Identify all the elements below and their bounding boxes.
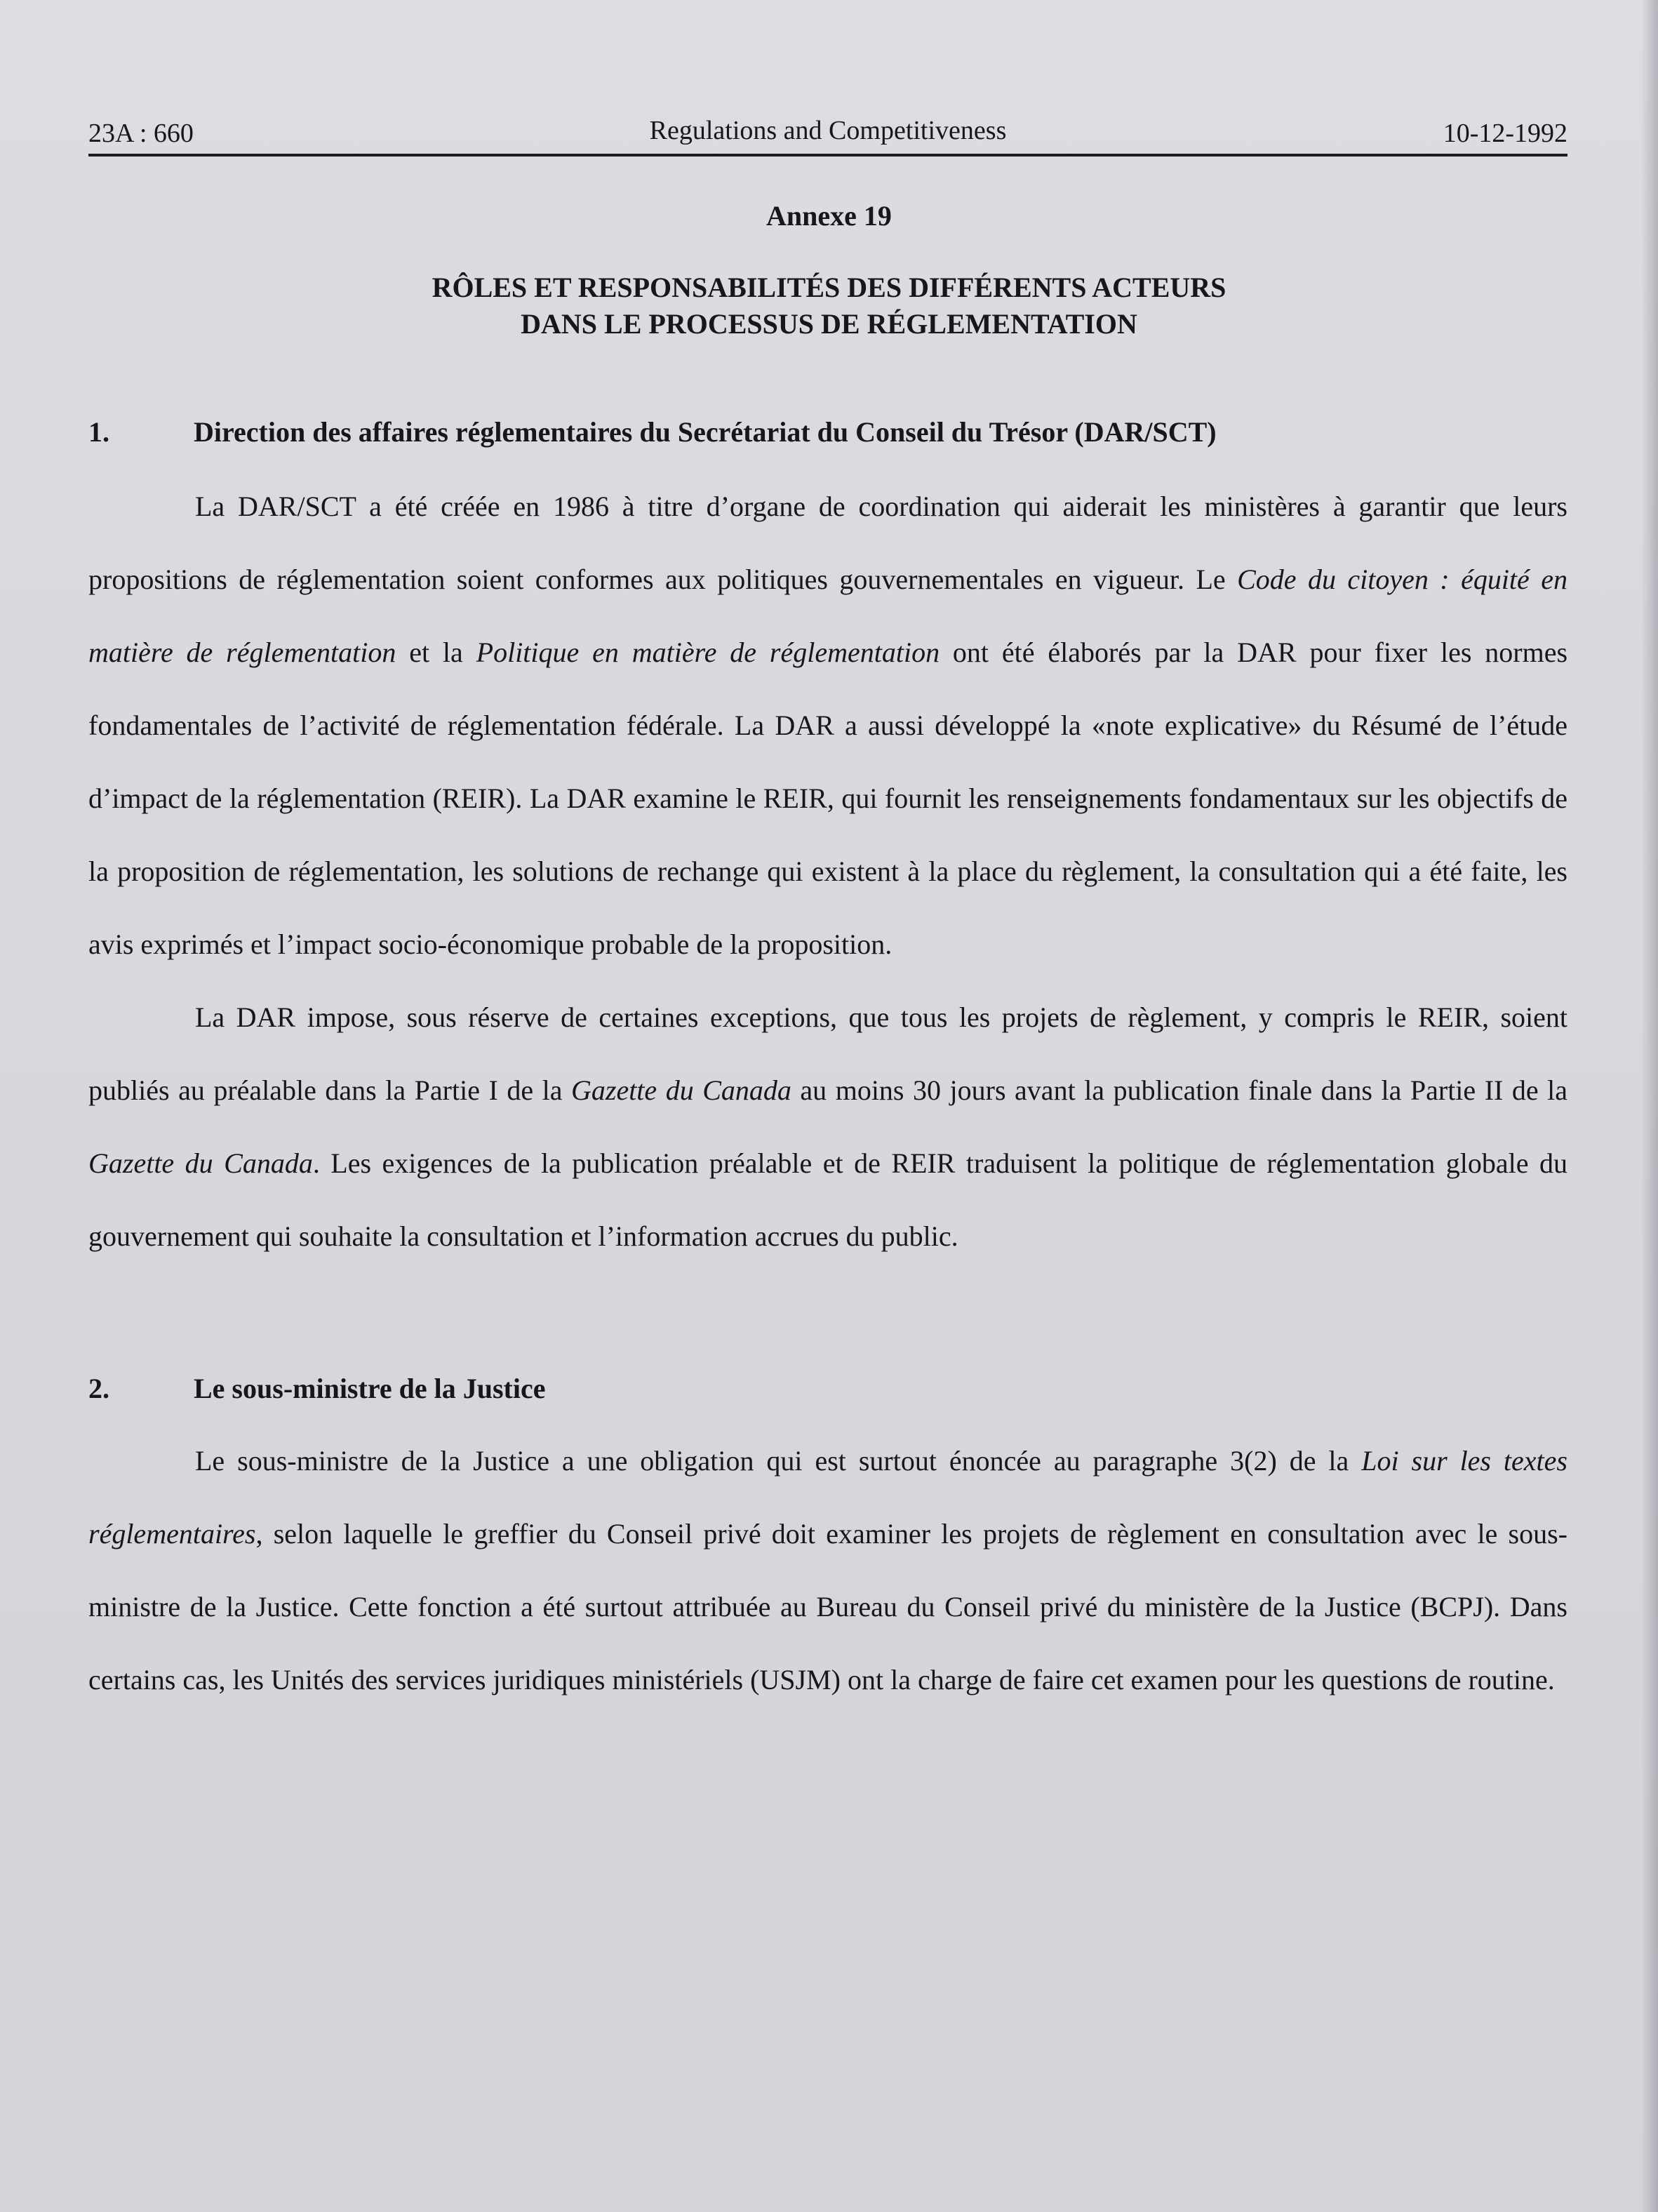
text-run: et la bbox=[396, 637, 476, 668]
header-page-ref: 23A : 660 bbox=[88, 119, 194, 148]
running-header bbox=[88, 118, 1567, 154]
header-running-title: Regulations and Competitiveness bbox=[649, 116, 1007, 145]
title-line-2: DANS LE PROCESSUS DE RÉGLEMENTATION bbox=[521, 308, 1137, 340]
italic-title-gazette: Gazette du Canada bbox=[88, 1147, 313, 1179]
header-date: 10-12-1992 bbox=[1443, 119, 1567, 148]
text-run: La DAR impose, sous réserve de certaines exceptions, que tous les projets de règlement, y compris le REIR, soient publiés au préalable dans la Partie I de la bbox=[88, 1001, 1567, 1106]
italic-title-gazette: Gazette du Canada bbox=[570, 1074, 791, 1106]
italic-title-politique: Politique en matière de réglementation bbox=[476, 637, 940, 668]
text-run: ont été élaborés par la DAR pour fixer les normes fondamentales de l’activité de réglementation fédérale. La DAR a aussi développé la «note explicative» du Résumé de l’étude d’impact de la réglementation (REIR). La DAR examine le REIR, qui fournit les renseignements fondamentaux sur les objectifs de la proposition de réglementation, les solutions de rechange qui existent à la place du règlement, la consultation qui a été faite, les avis exprimés et l’impact socio-économique probable de la proposition. bbox=[88, 637, 1568, 960]
italic-title-loi: Loi sur les textes réglementaires bbox=[88, 1445, 1567, 1550]
text-run: au moins 30 jours avant la publication finale dans la Partie II de la bbox=[791, 1074, 1567, 1106]
section-1-paragraph-2 bbox=[88, 981, 1567, 1273]
section-1-title: Direction des affaires réglementaires du Secrétariat du Conseil du Trésor (DAR/SCT) bbox=[194, 416, 1217, 448]
section-1-number: 1. bbox=[88, 416, 109, 448]
header-rule bbox=[88, 154, 1567, 156]
title-line-1: RÔLES ET RESPONSABILITÉS DES DIFFÉRENTS ACTEURS bbox=[432, 272, 1226, 303]
document-title bbox=[0, 269, 1658, 342]
text-run: . Les exigences de la publication préalable et de REIR traduisent la politique de réglementation globale du gouvernement qui souhaite la consultation et l’information accrues du public. bbox=[88, 1147, 1567, 1252]
text-run: Le sous-ministre de la Justice a une obligation qui est surtout énoncée au paragraphe 3(2) de la bbox=[195, 1445, 1362, 1477]
section-2-paragraph-1 bbox=[88, 1425, 1567, 1717]
italic-title-code-du-citoyen: Code du citoyen : équité en matière de réglementation bbox=[88, 564, 1567, 668]
annex-label: Annexe 19 bbox=[766, 200, 892, 232]
section-1-paragraph-1 bbox=[88, 470, 1567, 981]
section-2-title: Le sous-ministre de la Justice bbox=[194, 1373, 546, 1404]
text-run: La DAR/SCT a été créée en 1986 à titre d’organe de coordination qui aiderait les ministères à garantir que leurs propositions de réglementation soient conformes aux politiques gouvernementales en vigueur. Le bbox=[88, 491, 1567, 595]
text-run: , selon laquelle le greffier du Conseil privé doit examiner les projets de règlement en consultation avec le sous-ministre de la Justice. Cette fonction a été surtout attribuée au Bureau du Conseil privé du ministère de la Justice (BCPJ). Dans certains cas, les Unités des services juridiques ministériels (USJM) ont la charge de faire cet examen pour les questions de routine. bbox=[88, 1518, 1567, 1695]
section-2-number: 2. bbox=[88, 1373, 109, 1404]
